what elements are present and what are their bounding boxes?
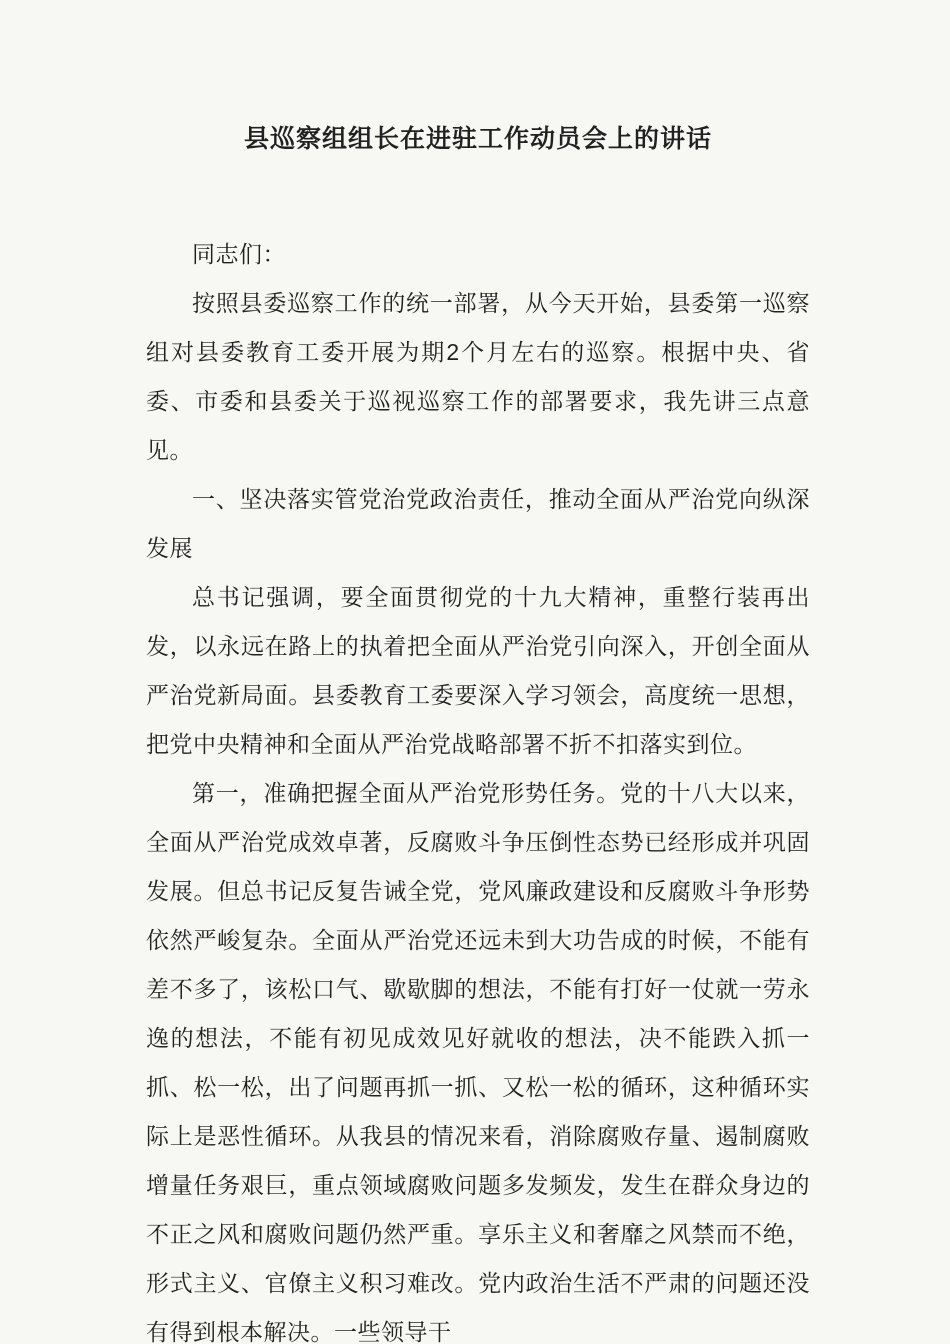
paragraph-intro: 按照县委巡察工作的统一部署，从今天开始，县委第一巡察组对县委教育工委开展为期2个月左右的巡察。根据中央、省委、市委和县委关于巡视巡察工作的部署要求，我先讲三点意见。 (146, 290, 810, 463)
paragraph-body-2: 第一，准确把握全面从严治党形势任务。党的十八大以来，全面从严治党成效卓著，反腐败斗争压倒性态势已经形成并巩固发展。但总书记反复告诫全党，党风廉政建设和反腐败斗争形势依然严峻复杂。全面从严治党还远未到大功告成的时候，不能有差不多了，该松口气、歇歇脚的想法，不能有打好一仗就一劳永逸的想法，不能有初见成效见好就收的想法，决不能跌入抓一抓、松一松，出了问题再抓一抓、又松一松的循环，这种循环实际上是恶性循环。从我县的情况来看，消除腐败存量、遏制腐败增量任务艰巨，重点领域腐败问题多发频发，发生在群众身边的不正之风和腐败问题仍然严重。享乐主义和奢靡之风禁而不绝，形式主义、官僚主义积习难改。党内政治生活不严肃的问题还没有得到根本解决。一些领导干 (146, 780, 810, 1344)
paragraph-body-1: 总书记强调，要全面贯彻党的十九大精神，重整行装再出发，以永远在路上的执着把全面从严治党引向深入，开创全面从严治党新局面。县委教育工委要深入学习领会，高度统一思想，把党中央精神和全面从严治党战略部署不折不扣落实到位。 (146, 584, 810, 757)
section-heading: 一、坚决落实管党治党政治责任，推动全面从严治党向纵深发展 (146, 486, 810, 561)
document-title: 县巡察组组长在进驻工作动员会上的讲话 (243, 125, 712, 153)
paragraph-salutation: 同志们： (192, 241, 286, 267)
